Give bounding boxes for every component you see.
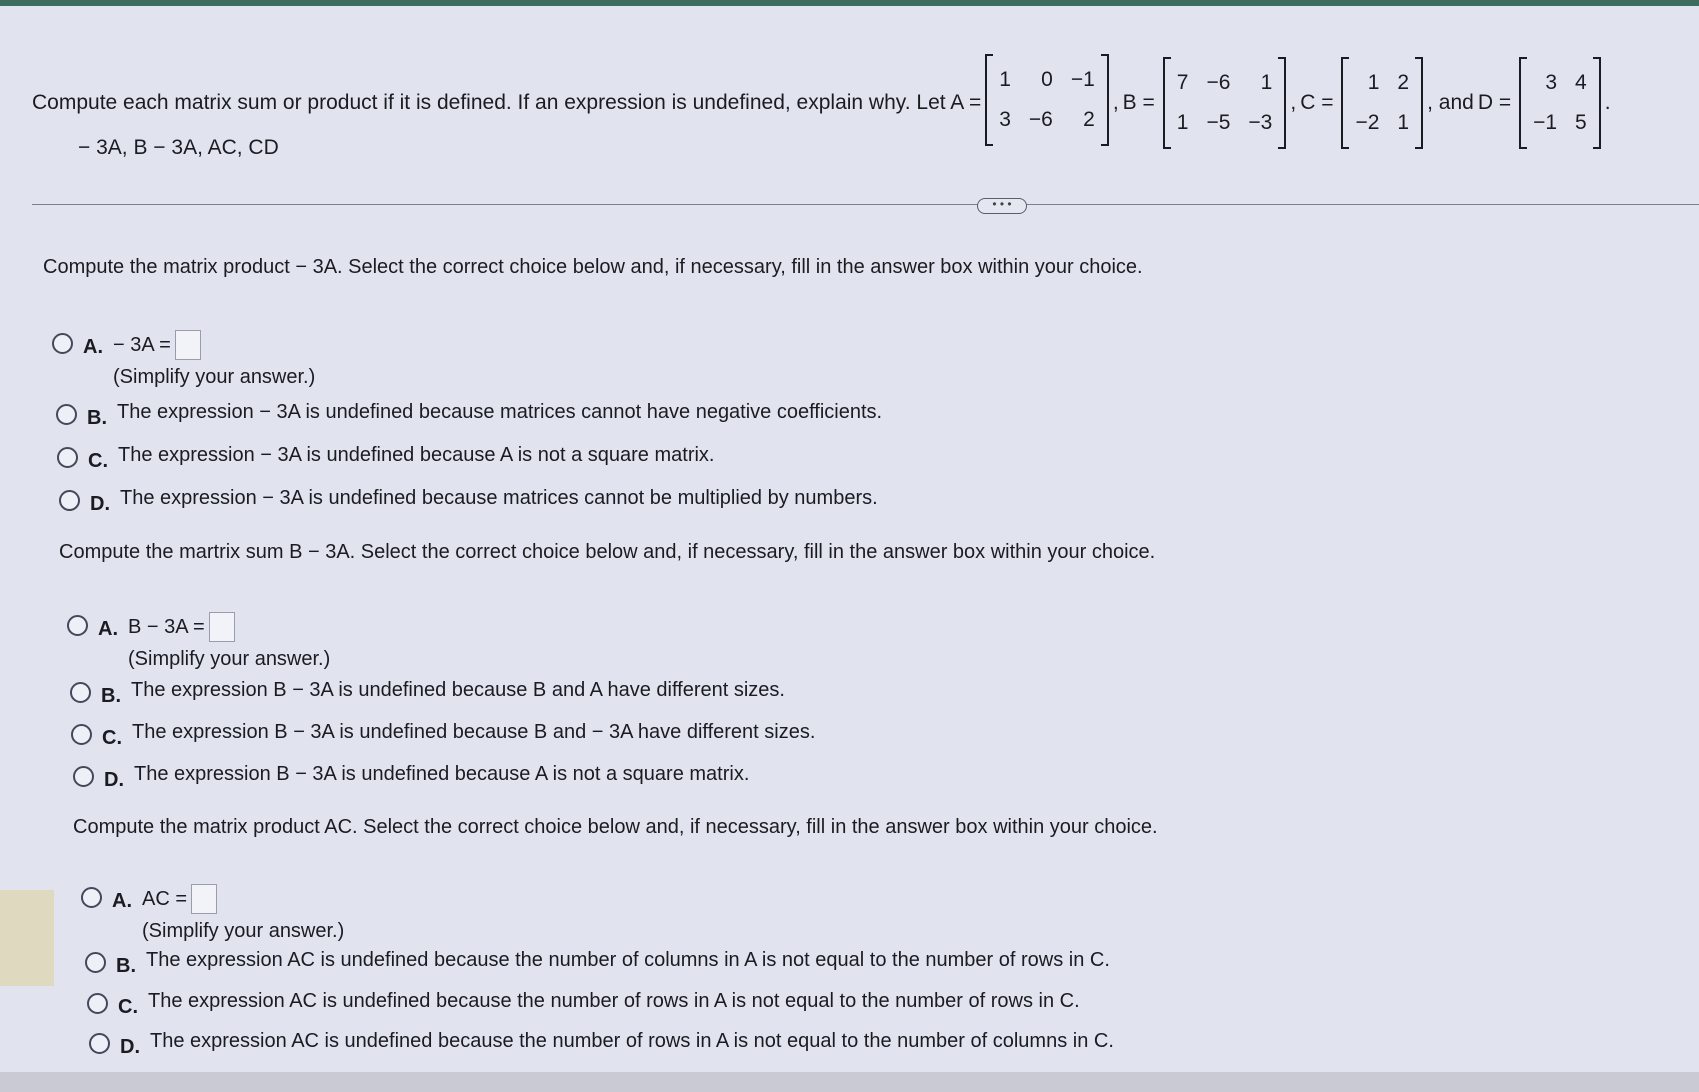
question-3-option-d[interactable] [89,1030,1114,1059]
option-text: The expression B − 3A is undefined because B and − 3A have different sizes. [132,721,816,743]
radio-button[interactable] [56,404,77,425]
matrix-cell: 1 [1367,71,1380,94]
matrix-sep: , and [1427,91,1474,114]
matrix-cell: −1 [1533,111,1558,134]
option-letter: A. [83,336,103,358]
matrix-cell: 5 [1575,111,1587,134]
matrix-cell: 1 [1397,111,1410,134]
radio-button[interactable] [73,766,94,787]
question-1-option-a[interactable] [52,330,315,389]
question-2-option-a[interactable] [67,612,330,671]
question-3-option-a[interactable] [81,884,344,943]
option-text: The expression B − 3A is undefined because A is not a square matrix. [134,763,750,785]
answer-label: − 3A = [113,333,171,356]
option-text: The expression − 3A is undefined because matrices cannot have negative coefficients. [117,401,883,423]
radio-button[interactable] [57,447,78,468]
left-bracket [1519,57,1527,149]
expand-button[interactable]: • • • [977,198,1027,214]
matrix-cell: −5 [1206,111,1231,134]
question-3-option-b[interactable] [85,949,1110,978]
option-letter: B. [116,955,136,977]
matrix-cell: 2 [1397,71,1410,94]
matrix-d [1519,57,1601,149]
option-text: The expression B − 3A is undefined because B and A have different sizes. [131,679,785,701]
matrix-b [1163,57,1287,149]
left-bracket [985,54,993,146]
right-bracket [1101,54,1109,146]
matrix-sep: , [1290,91,1297,114]
matrix-cell: 3 [999,108,1011,131]
matrix-b-grid [1171,71,1279,135]
matrix-cell: 1 [1176,111,1189,134]
answer-equation [142,884,344,914]
option-letter: B. [101,685,121,707]
matrix-a-group [981,54,1113,152]
option-text: The expression AC is undefined because the number of rows in A is not equal to the number of rows in C. [148,990,1080,1012]
radio-button[interactable] [71,724,92,745]
simplify-hint: (Simplify your answer.) [142,920,345,942]
radio-button[interactable] [52,333,73,354]
matrix-cell: 7 [1176,71,1189,94]
side-tab [0,890,54,986]
matrix-cell: −6 [1206,71,1231,94]
answer-box[interactable] [209,612,235,642]
question-prompt: Compute the matrix product AC. Select the correct choice below and, if necessary, fill in the answer box within your choice. [73,816,1158,838]
problem-header [32,24,1672,159]
option-letter: A. [98,618,118,640]
matrix-c [1341,57,1423,149]
simplify-hint: (Simplify your answer.) [128,648,331,670]
radio-button[interactable] [67,615,88,636]
radio-button[interactable] [70,682,91,703]
simplify-hint: (Simplify your answer.) [113,366,316,388]
answer-block [113,330,315,389]
option-letter: D. [90,493,110,515]
matrix-a-grid [993,68,1101,132]
question-1-option-c[interactable] [57,444,714,473]
answer-label: B − 3A = [128,615,205,638]
matrix-cell: 4 [1575,71,1587,94]
matrix-cell: −2 [1355,111,1380,134]
option-letter: C. [118,996,138,1018]
matrix-cell: 0 [1041,68,1053,91]
option-letter: C. [102,727,122,749]
problem-prompt: Compute each matrix sum or product if it is defined. If an expression is undefined, explain why. Let A = [32,91,982,114]
expressions-list: − 3A, B − 3A, AC, CD [78,136,279,159]
radio-button[interactable] [89,1033,110,1054]
option-letter: B. [87,407,107,429]
radio-button[interactable] [59,490,80,511]
problem-end: . [1604,91,1611,114]
option-letter: A. [112,890,132,912]
question-1-option-b[interactable] [56,401,882,430]
right-bracket [1278,57,1286,149]
question-3-option-c[interactable] [87,990,1080,1019]
answer-label: AC = [142,887,188,910]
left-bracket [1163,57,1171,149]
matrix-d-grid [1527,71,1593,135]
matrix-cell: 1 [999,68,1011,91]
radio-button[interactable] [85,952,106,973]
question-2-option-c[interactable] [71,721,815,750]
question-prompt: Compute the matrix product − 3A. Select the correct choice below and, if necessary, fill in the answer box within your choice. [43,256,1143,278]
option-text: The expression AC is undefined because the number of columns in A is not equal to the number of rows in C. [146,949,1110,971]
matrix-cell: −6 [1028,108,1053,131]
answer-block [142,884,344,943]
question-2-option-b[interactable] [70,679,785,708]
answer-equation [128,612,330,642]
matrix-cell: −3 [1248,111,1273,134]
radio-button[interactable] [81,887,102,908]
answer-block [128,612,330,671]
option-text: The expression − 3A is undefined because matrices cannot be multiplied by numbers. [120,487,878,509]
radio-button[interactable] [87,993,108,1014]
matrix-cell: 2 [1083,108,1095,131]
answer-equation [113,330,315,360]
question-2-option-d[interactable] [73,763,749,792]
question-prompt: Compute the martrix sum B − 3A. Select the correct choice below and, if necessary, fill in the answer box within your choice. [59,541,1156,563]
left-bracket [1341,57,1349,149]
option-letter: D. [104,769,124,791]
question-1-option-d[interactable] [59,487,878,516]
option-text: The expression AC is undefined because the number of rows in A is not equal to the number of columns in C. [150,1030,1114,1052]
divider [32,204,1699,205]
top-bar [0,0,1699,6]
right-bracket [1415,57,1423,149]
bottom-bar [0,1072,1699,1092]
matrix-cell: −1 [1070,68,1095,91]
matrix-d-label: D = [1477,91,1512,114]
option-letter: C. [88,450,108,472]
matrix-a [985,54,1109,146]
matrix-c-grid [1349,71,1415,135]
option-text: The expression − 3A is undefined because A is not a square matrix. [118,444,715,466]
right-bracket [1593,57,1601,149]
matrix-cell: 1 [1260,71,1273,94]
matrix-cell: 3 [1545,71,1558,94]
answer-box[interactable] [175,330,201,360]
answer-box[interactable] [191,884,217,914]
matrix-sep: , [1112,91,1119,114]
matrix-c-label: C = [1300,91,1334,114]
option-letter: D. [120,1036,140,1058]
matrix-b-label: B = [1122,91,1155,114]
